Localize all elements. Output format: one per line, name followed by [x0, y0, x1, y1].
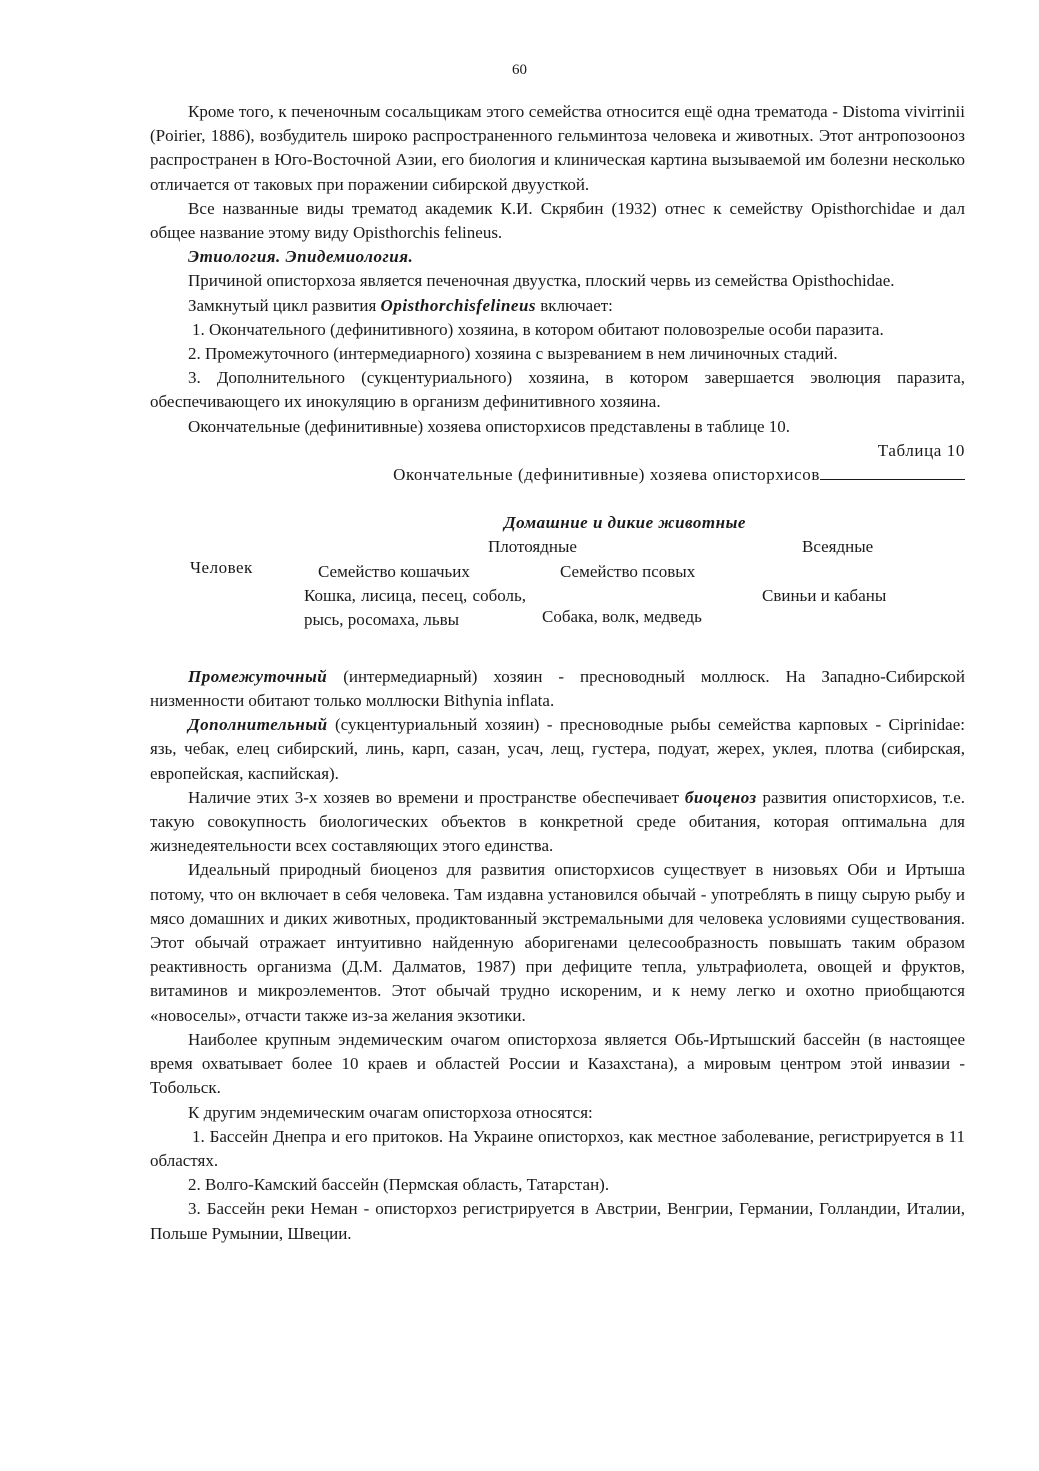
canidae-members: Собака, волк, медведь [542, 606, 702, 626]
text-run: Замкнутый цикл развития [188, 295, 381, 315]
text-run: Наличие этих 3-х хозяев во времени и пространстве обеспечивает [188, 787, 685, 807]
header-carnivores: Плотоядные [488, 536, 577, 556]
species-name: Opisthorchisfelineus [380, 295, 537, 315]
header-omnivores: Всеядные [802, 536, 874, 556]
omnivore-members: Свиньи и кабаны [762, 585, 887, 605]
paragraph: Все названные виды трематод академик К.И. Скрябин (1932) отнес к семейству Opisthorchidae и дал общее название этому виду Opisthorchis felineus. [150, 198, 965, 243]
term: Промежуточный [188, 666, 328, 686]
paragraph: Причиной описторхоза является печеночная двуустка, плоский червь из семейства Opisthochidae. [188, 271, 895, 291]
table-title-underline [820, 463, 965, 480]
list-item: 2. Промежуточного (интермедиарного) хозяина с вызреванием в нем личиночных стадий. [188, 344, 838, 364]
section-heading-text: Этиология. Эпидемиология. [188, 247, 414, 267]
hosts-table [150, 487, 965, 665]
list-item: 2. Волго-Камский бассейн (Пермская область, Татарстан). [188, 1175, 610, 1195]
list-item: 1. Бассейн Днепра и его притоков. На Украине описторхоз, как местное заболевание, регистрируется в 11 областях. [150, 1126, 965, 1170]
text-run: развития описторхисов, т.е. такую совокупность биологических объектов в конкретной среде обитания, которая оптимальна для жизнедеятельности всех составляющих этого единства. [150, 787, 965, 856]
header-canidae: Семейство псовых [560, 561, 696, 581]
list-item: 1. Окончательного (дефинитивного) хозяина, в котором обитают половозрелые особи паразита. [192, 319, 884, 339]
header-human: Человек [190, 557, 253, 577]
paragraph [150, 786, 965, 859]
header-felidae: Семейство кошачьих [318, 561, 470, 581]
paragraph: К другим эндемическим очагам описторхоза относятся: [188, 1102, 593, 1122]
paragraph [150, 294, 965, 318]
felidae-members: Кошка, лисица, песец, соболь, рысь, росомаха, львы [304, 585, 526, 629]
paragraph: Окончательные (дефинитивные) хозяева описторхисов представлены в таблице 10. [188, 416, 791, 436]
list-item: 3. Бассейн реки Неман - описторхоз регистрируется в Австрии, Венгрии, Германии, Голландии, Италии, Польше Румынии, Швеции. [150, 1199, 965, 1243]
paragraph: Идеальный природный биоценоз для развития описторхисов существует в низовьях Оби и Иртыша потому, что он включает в себя человека. Там издавна установился обычай - употреблять в пищу сырую рыбу и мясо домашних и диких животных, продиктованный экстремальными для человека условиями существования. Этот обычай отражает интуитивно найденную аборигенами целесообразность повышать таким образом реактивность организма (Д.М. Далматов, 1987) при дефиците тепла, ультрафиолета, овощей и фруктов, витаминов и микроэлементов. Этот обычай трудно искореним, и к нему легко и охотно приобщаются «новоселы», отчасти также из-за желания экзотики. [150, 860, 965, 1025]
text-run: включает: [536, 295, 613, 315]
term: биоценоз [684, 787, 757, 807]
page-body [150, 100, 965, 1246]
page-number: 60 [512, 62, 527, 78]
section-heading [150, 245, 965, 269]
text-run: (интермедиарный) хозяин - пресноводный моллюск. На Западно-Сибирской низменности обитают только моллюски Bithynia inflata. [150, 666, 965, 711]
term: Дополнительный [188, 715, 328, 735]
table-label: Таблица 10 [877, 440, 965, 460]
paragraph [150, 665, 965, 713]
text-run: (сукцентуриальный хозяин) - пресноводные рыбы семейства карповых - Ciprinidae: язь, чебак, елец сибирский, линь, карп, сазан, усач, лещ, густера, подуат, жерех, уклея, плотва (сибирская, европейская, каспийская). [150, 715, 965, 783]
group-header: Домашние и дикие животные [504, 512, 746, 532]
table-title-text: Окончательные (дефинитивные) хозяева описторхисов [393, 464, 820, 484]
table-title [150, 463, 965, 487]
paragraph: Кроме того, к печеночным сосальщикам этого семейства относится ещё одна трематода - Distoma vivirrinii (Poirier, 1886), возбудитель широко распространенного гельминтоза человека и животных. Этот антропозооноз распространен в Юго-Восточной Азии, его биология и клиническая картина вызываемой им болезни несколько отличается от таковых при поражении сибирской двуусткой. [150, 102, 965, 194]
list-item: 3. Дополнительного (сукцентуриального) хозяина, в котором завершается эволюция паразита, обеспечивающего их инокуляцию в организм дефинитивного хозяина. [150, 368, 965, 412]
paragraph: Наиболее крупным эндемическим очагом описторхоза является Обь-Иртышский бассейн (в настоящее время охватывает более 10 краев и областей России и Казахстана), а мировым центром этой инвазии - Тобольск. [150, 1029, 965, 1098]
paragraph [150, 713, 965, 786]
